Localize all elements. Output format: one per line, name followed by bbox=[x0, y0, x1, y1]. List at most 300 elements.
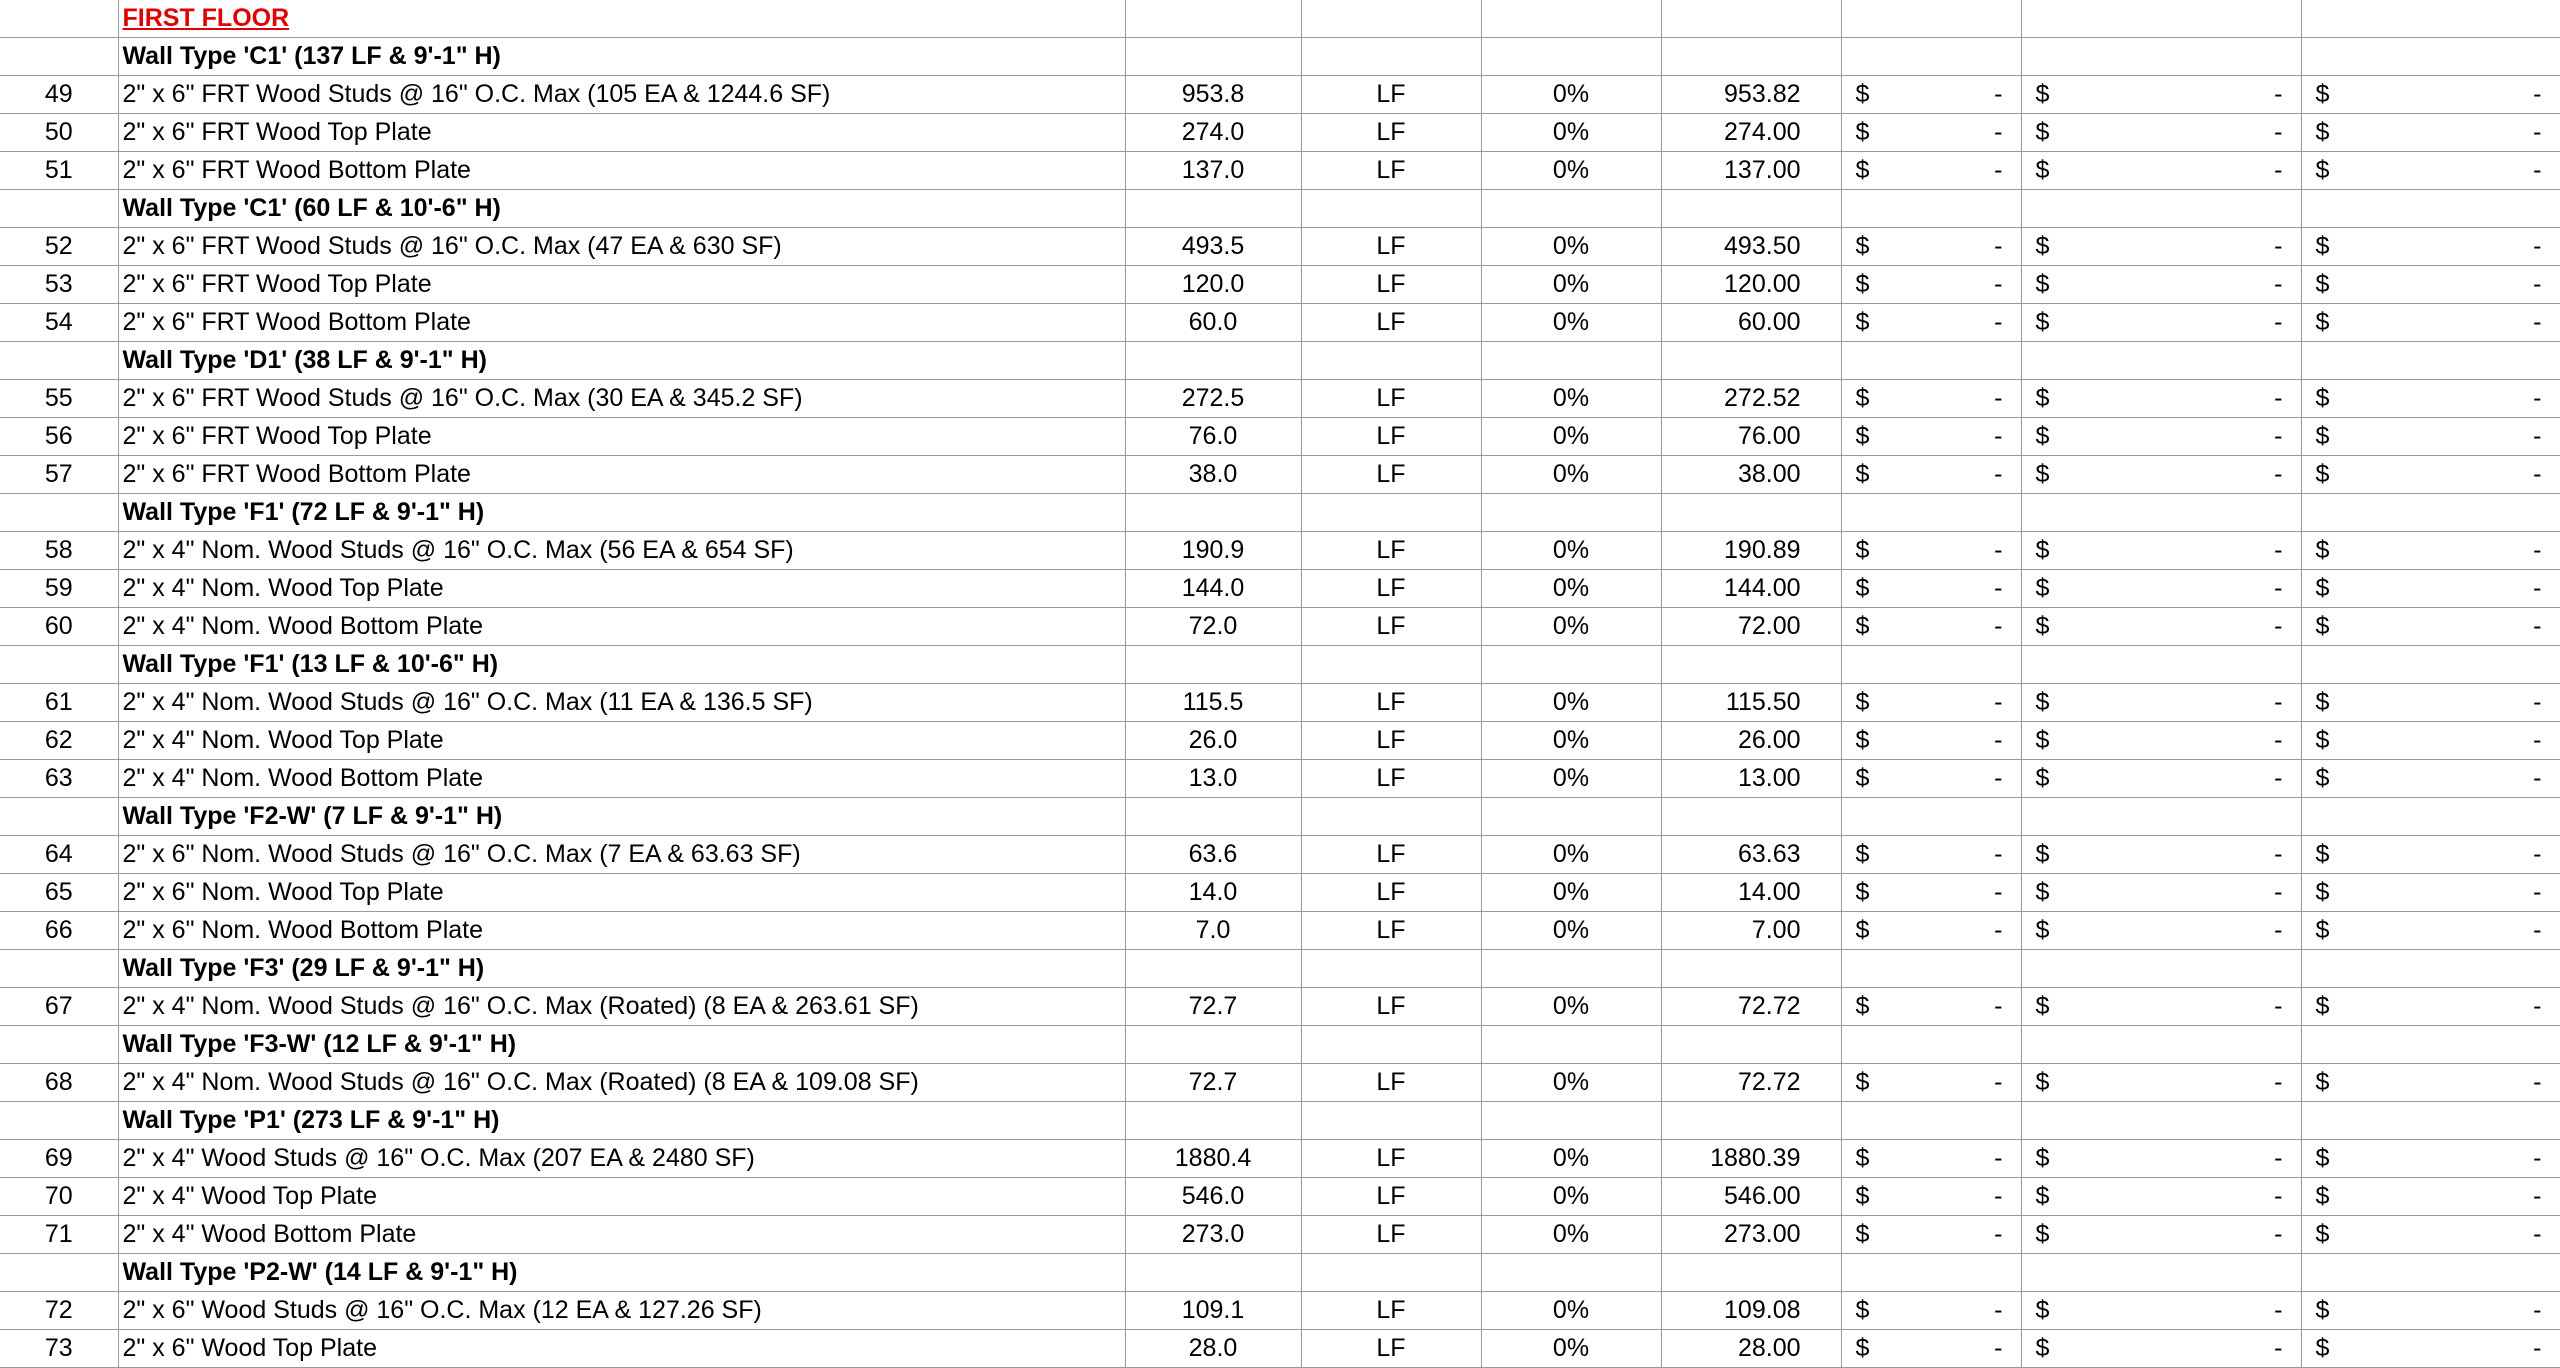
description-cell[interactable]: 2" x 6" FRT Wood Bottom Plate bbox=[118, 456, 1125, 494]
cost-cell[interactable] bbox=[1841, 532, 2021, 570]
cell[interactable] bbox=[1301, 190, 1481, 228]
cell[interactable] bbox=[118, 1026, 1125, 1064]
cost-cell[interactable] bbox=[2301, 570, 2560, 608]
cost-cell[interactable] bbox=[1841, 418, 2021, 456]
cell[interactable] bbox=[1301, 0, 1481, 38]
cell[interactable] bbox=[2021, 38, 2301, 76]
cost-cell[interactable] bbox=[2021, 304, 2301, 342]
cost-cell[interactable] bbox=[2301, 608, 2560, 646]
cell[interactable] bbox=[118, 1102, 1125, 1140]
quantity-cell[interactable]: 120.0 bbox=[1125, 266, 1301, 304]
unit-cell[interactable]: LF bbox=[1301, 988, 1481, 1026]
quantity-cell[interactable]: 72.7 bbox=[1125, 1064, 1301, 1102]
cost-cell[interactable] bbox=[2301, 1140, 2560, 1178]
cost-cell[interactable] bbox=[1841, 874, 2021, 912]
unit-cell[interactable]: LF bbox=[1301, 1140, 1481, 1178]
quantity-cell[interactable]: 493.5 bbox=[1125, 228, 1301, 266]
cost-cell[interactable] bbox=[2301, 912, 2560, 950]
cost-cell[interactable] bbox=[2301, 1330, 2560, 1368]
description-cell[interactable]: 2" x 6" FRT Wood Studs @ 16" O.C. Max (30 EA & 345.2 SF) bbox=[118, 380, 1125, 418]
cell[interactable] bbox=[1841, 950, 2021, 988]
cost-cell[interactable] bbox=[2301, 456, 2560, 494]
cost-cell[interactable] bbox=[1841, 152, 2021, 190]
quantity-cell[interactable]: 115.5 bbox=[1125, 684, 1301, 722]
cost-cell[interactable] bbox=[1841, 1292, 2021, 1330]
cell[interactable] bbox=[1301, 1254, 1481, 1292]
cell[interactable] bbox=[1481, 494, 1661, 532]
cost-cell[interactable] bbox=[2301, 1216, 2560, 1254]
description-cell[interactable]: 2" x 6" Wood Studs @ 16" O.C. Max (12 EA & 127.26 SF) bbox=[118, 1292, 1125, 1330]
cell[interactable] bbox=[1125, 494, 1301, 532]
unit-cell[interactable]: LF bbox=[1301, 1064, 1481, 1102]
line-number-cell[interactable]: 60 bbox=[0, 608, 118, 646]
line-number-cell[interactable]: 53 bbox=[0, 266, 118, 304]
cell[interactable] bbox=[2021, 342, 2301, 380]
waste-percent-cell[interactable]: 0% bbox=[1481, 532, 1661, 570]
cell[interactable] bbox=[2021, 646, 2301, 684]
description-cell[interactable]: 2" x 6" FRT Wood Top Plate bbox=[118, 114, 1125, 152]
cell[interactable] bbox=[1661, 1102, 1841, 1140]
cell[interactable] bbox=[0, 950, 118, 988]
cell[interactable] bbox=[0, 1026, 118, 1064]
cell[interactable] bbox=[118, 646, 1125, 684]
line-number-cell[interactable]: 59 bbox=[0, 570, 118, 608]
waste-percent-cell[interactable]: 0% bbox=[1481, 114, 1661, 152]
cell[interactable] bbox=[1125, 950, 1301, 988]
cell[interactable] bbox=[1481, 1026, 1661, 1064]
unit-cell[interactable]: LF bbox=[1301, 266, 1481, 304]
cost-cell[interactable] bbox=[2021, 228, 2301, 266]
description-cell[interactable]: 2" x 6" FRT Wood Studs @ 16" O.C. Max (47 EA & 630 SF) bbox=[118, 228, 1125, 266]
cell[interactable] bbox=[1841, 1102, 2021, 1140]
total-quantity-cell[interactable]: 273.00 bbox=[1661, 1216, 1841, 1254]
unit-cell[interactable]: LF bbox=[1301, 722, 1481, 760]
cell[interactable] bbox=[118, 0, 1125, 38]
cell[interactable] bbox=[0, 494, 118, 532]
cell[interactable] bbox=[1841, 1026, 2021, 1064]
cost-cell[interactable] bbox=[2021, 1140, 2301, 1178]
waste-percent-cell[interactable]: 0% bbox=[1481, 570, 1661, 608]
cost-cell[interactable] bbox=[2301, 152, 2560, 190]
cost-cell[interactable] bbox=[2021, 1330, 2301, 1368]
cell[interactable] bbox=[2301, 1026, 2560, 1064]
cost-cell[interactable] bbox=[2301, 722, 2560, 760]
cost-cell[interactable] bbox=[2301, 760, 2560, 798]
cost-cell[interactable] bbox=[1841, 760, 2021, 798]
cell[interactable] bbox=[2021, 494, 2301, 532]
cost-cell[interactable] bbox=[2301, 1178, 2560, 1216]
cost-cell[interactable] bbox=[1841, 304, 2021, 342]
line-number-cell[interactable]: 50 bbox=[0, 114, 118, 152]
cost-cell[interactable] bbox=[2021, 684, 2301, 722]
cell[interactable] bbox=[1661, 190, 1841, 228]
cell[interactable] bbox=[2301, 190, 2560, 228]
cell[interactable] bbox=[118, 950, 1125, 988]
cell[interactable] bbox=[1301, 38, 1481, 76]
description-cell[interactable]: 2" x 4" Nom. Wood Top Plate bbox=[118, 722, 1125, 760]
cost-cell[interactable] bbox=[2021, 380, 2301, 418]
waste-percent-cell[interactable]: 0% bbox=[1481, 874, 1661, 912]
quantity-cell[interactable]: 60.0 bbox=[1125, 304, 1301, 342]
cell[interactable] bbox=[0, 190, 118, 228]
unit-cell[interactable]: LF bbox=[1301, 684, 1481, 722]
cell[interactable] bbox=[1301, 1102, 1481, 1140]
cost-cell[interactable] bbox=[2301, 1292, 2560, 1330]
cell[interactable] bbox=[1125, 1026, 1301, 1064]
quantity-cell[interactable]: 63.6 bbox=[1125, 836, 1301, 874]
cell[interactable] bbox=[118, 494, 1125, 532]
line-number-cell[interactable]: 73 bbox=[0, 1330, 118, 1368]
quantity-cell[interactable]: 13.0 bbox=[1125, 760, 1301, 798]
total-quantity-cell[interactable]: 7.00 bbox=[1661, 912, 1841, 950]
cell[interactable] bbox=[1125, 646, 1301, 684]
waste-percent-cell[interactable]: 0% bbox=[1481, 684, 1661, 722]
description-cell[interactable]: 2" x 4" Wood Studs @ 16" O.C. Max (207 EA & 2480 SF) bbox=[118, 1140, 1125, 1178]
line-number-cell[interactable]: 52 bbox=[0, 228, 118, 266]
line-number-cell[interactable]: 55 bbox=[0, 380, 118, 418]
cost-cell[interactable] bbox=[1841, 1064, 2021, 1102]
cell[interactable] bbox=[2021, 950, 2301, 988]
description-cell[interactable]: 2" x 4" Wood Top Plate bbox=[118, 1178, 1125, 1216]
unit-cell[interactable]: LF bbox=[1301, 114, 1481, 152]
cost-cell[interactable] bbox=[2301, 114, 2560, 152]
quantity-cell[interactable]: 72.7 bbox=[1125, 988, 1301, 1026]
cost-cell[interactable] bbox=[1841, 722, 2021, 760]
total-quantity-cell[interactable]: 72.72 bbox=[1661, 988, 1841, 1026]
total-quantity-cell[interactable]: 60.00 bbox=[1661, 304, 1841, 342]
cost-cell[interactable] bbox=[2021, 1216, 2301, 1254]
cost-cell[interactable] bbox=[1841, 608, 2021, 646]
cell[interactable] bbox=[1841, 342, 2021, 380]
cell[interactable] bbox=[2021, 0, 2301, 38]
cell[interactable] bbox=[1841, 646, 2021, 684]
waste-percent-cell[interactable]: 0% bbox=[1481, 76, 1661, 114]
cost-cell[interactable] bbox=[2021, 988, 2301, 1026]
cost-cell[interactable] bbox=[1841, 912, 2021, 950]
cost-cell[interactable] bbox=[2301, 304, 2560, 342]
cell[interactable] bbox=[2301, 1102, 2560, 1140]
cost-cell[interactable] bbox=[2021, 1064, 2301, 1102]
cost-cell[interactable] bbox=[1841, 1216, 2021, 1254]
cell[interactable] bbox=[1661, 494, 1841, 532]
cost-cell[interactable] bbox=[2021, 418, 2301, 456]
cell[interactable] bbox=[1661, 1026, 1841, 1064]
line-number-cell[interactable]: 67 bbox=[0, 988, 118, 1026]
line-number-cell[interactable]: 66 bbox=[0, 912, 118, 950]
cell[interactable] bbox=[2301, 950, 2560, 988]
unit-cell[interactable]: LF bbox=[1301, 532, 1481, 570]
cell[interactable] bbox=[1481, 190, 1661, 228]
cost-cell[interactable] bbox=[2021, 1178, 2301, 1216]
cost-cell[interactable] bbox=[1841, 836, 2021, 874]
total-quantity-cell[interactable]: 72.72 bbox=[1661, 1064, 1841, 1102]
line-number-cell[interactable]: 71 bbox=[0, 1216, 118, 1254]
cell[interactable] bbox=[1841, 798, 2021, 836]
cost-cell[interactable] bbox=[2301, 532, 2560, 570]
quantity-cell[interactable]: 76.0 bbox=[1125, 418, 1301, 456]
quantity-cell[interactable]: 38.0 bbox=[1125, 456, 1301, 494]
waste-percent-cell[interactable]: 0% bbox=[1481, 456, 1661, 494]
description-cell[interactable]: 2" x 4" Wood Bottom Plate bbox=[118, 1216, 1125, 1254]
cost-cell[interactable] bbox=[2021, 836, 2301, 874]
cell[interactable] bbox=[1481, 1102, 1661, 1140]
cell[interactable] bbox=[1301, 494, 1481, 532]
cell[interactable] bbox=[1481, 1254, 1661, 1292]
cost-cell[interactable] bbox=[1841, 380, 2021, 418]
cell[interactable] bbox=[1125, 38, 1301, 76]
cell[interactable] bbox=[1481, 646, 1661, 684]
total-quantity-cell[interactable]: 38.00 bbox=[1661, 456, 1841, 494]
waste-percent-cell[interactable]: 0% bbox=[1481, 988, 1661, 1026]
cost-cell[interactable] bbox=[2021, 266, 2301, 304]
total-quantity-cell[interactable]: 120.00 bbox=[1661, 266, 1841, 304]
quantity-cell[interactable]: 137.0 bbox=[1125, 152, 1301, 190]
cost-cell[interactable] bbox=[1841, 266, 2021, 304]
quantity-cell[interactable]: 26.0 bbox=[1125, 722, 1301, 760]
cell[interactable] bbox=[1661, 646, 1841, 684]
cost-cell[interactable] bbox=[2021, 1292, 2301, 1330]
unit-cell[interactable]: LF bbox=[1301, 380, 1481, 418]
cell[interactable] bbox=[1301, 646, 1481, 684]
line-number-cell[interactable]: 65 bbox=[0, 874, 118, 912]
total-quantity-cell[interactable]: 953.82 bbox=[1661, 76, 1841, 114]
cell[interactable] bbox=[1481, 950, 1661, 988]
cost-cell[interactable] bbox=[2301, 836, 2560, 874]
unit-cell[interactable]: LF bbox=[1301, 836, 1481, 874]
cost-cell[interactable] bbox=[2021, 760, 2301, 798]
total-quantity-cell[interactable]: 546.00 bbox=[1661, 1178, 1841, 1216]
cell[interactable] bbox=[1481, 38, 1661, 76]
cost-cell[interactable] bbox=[2021, 532, 2301, 570]
cell[interactable] bbox=[1661, 950, 1841, 988]
cost-cell[interactable] bbox=[2301, 874, 2560, 912]
cell[interactable] bbox=[1125, 1102, 1301, 1140]
cost-cell[interactable] bbox=[2021, 76, 2301, 114]
waste-percent-cell[interactable]: 0% bbox=[1481, 380, 1661, 418]
cost-cell[interactable] bbox=[2021, 570, 2301, 608]
total-quantity-cell[interactable]: 13.00 bbox=[1661, 760, 1841, 798]
cost-cell[interactable] bbox=[2021, 722, 2301, 760]
quantity-cell[interactable]: 953.8 bbox=[1125, 76, 1301, 114]
total-quantity-cell[interactable]: 76.00 bbox=[1661, 418, 1841, 456]
cell[interactable] bbox=[1661, 1254, 1841, 1292]
unit-cell[interactable]: LF bbox=[1301, 456, 1481, 494]
cell[interactable] bbox=[0, 0, 118, 38]
cell[interactable] bbox=[1481, 0, 1661, 38]
waste-percent-cell[interactable]: 0% bbox=[1481, 228, 1661, 266]
unit-cell[interactable]: LF bbox=[1301, 1216, 1481, 1254]
cost-cell[interactable] bbox=[2301, 76, 2560, 114]
quantity-cell[interactable]: 72.0 bbox=[1125, 608, 1301, 646]
cell[interactable] bbox=[1125, 342, 1301, 380]
cell[interactable] bbox=[118, 38, 1125, 76]
line-number-cell[interactable]: 69 bbox=[0, 1140, 118, 1178]
cost-cell[interactable] bbox=[1841, 76, 2021, 114]
total-quantity-cell[interactable]: 63.63 bbox=[1661, 836, 1841, 874]
cell[interactable] bbox=[1125, 0, 1301, 38]
cost-cell[interactable] bbox=[1841, 988, 2021, 1026]
waste-percent-cell[interactable]: 0% bbox=[1481, 1292, 1661, 1330]
cell[interactable] bbox=[2301, 38, 2560, 76]
cell[interactable] bbox=[2021, 798, 2301, 836]
total-quantity-cell[interactable]: 137.00 bbox=[1661, 152, 1841, 190]
unit-cell[interactable]: LF bbox=[1301, 152, 1481, 190]
waste-percent-cell[interactable]: 0% bbox=[1481, 836, 1661, 874]
cell[interactable] bbox=[1661, 0, 1841, 38]
cost-cell[interactable] bbox=[2301, 418, 2560, 456]
line-number-cell[interactable]: 57 bbox=[0, 456, 118, 494]
total-quantity-cell[interactable]: 28.00 bbox=[1661, 1330, 1841, 1368]
waste-percent-cell[interactable]: 0% bbox=[1481, 722, 1661, 760]
cell[interactable] bbox=[0, 646, 118, 684]
cell[interactable] bbox=[2301, 646, 2560, 684]
cell[interactable] bbox=[1661, 38, 1841, 76]
cell[interactable] bbox=[118, 798, 1125, 836]
waste-percent-cell[interactable]: 0% bbox=[1481, 152, 1661, 190]
cost-cell[interactable] bbox=[1841, 570, 2021, 608]
waste-percent-cell[interactable]: 0% bbox=[1481, 1216, 1661, 1254]
description-cell[interactable]: 2" x 6" FRT Wood Top Plate bbox=[118, 266, 1125, 304]
cell[interactable] bbox=[2021, 1102, 2301, 1140]
cell[interactable] bbox=[1841, 38, 2021, 76]
cell[interactable] bbox=[1481, 342, 1661, 380]
cell[interactable] bbox=[1125, 1254, 1301, 1292]
quantity-cell[interactable]: 1880.4 bbox=[1125, 1140, 1301, 1178]
cell[interactable] bbox=[2301, 1254, 2560, 1292]
unit-cell[interactable]: LF bbox=[1301, 418, 1481, 456]
description-cell[interactable]: 2" x 4" Nom. Wood Bottom Plate bbox=[118, 760, 1125, 798]
unit-cell[interactable]: LF bbox=[1301, 76, 1481, 114]
total-quantity-cell[interactable]: 274.00 bbox=[1661, 114, 1841, 152]
cell[interactable] bbox=[1841, 1254, 2021, 1292]
description-cell[interactable]: 2" x 4" Nom. Wood Studs @ 16" O.C. Max (56 EA & 654 SF) bbox=[118, 532, 1125, 570]
cell[interactable] bbox=[1661, 798, 1841, 836]
cell[interactable] bbox=[1661, 342, 1841, 380]
line-number-cell[interactable]: 64 bbox=[0, 836, 118, 874]
total-quantity-cell[interactable]: 115.50 bbox=[1661, 684, 1841, 722]
waste-percent-cell[interactable]: 0% bbox=[1481, 304, 1661, 342]
cell[interactable] bbox=[2301, 0, 2560, 38]
quantity-cell[interactable]: 28.0 bbox=[1125, 1330, 1301, 1368]
description-cell[interactable]: 2" x 6" FRT Wood Bottom Plate bbox=[118, 152, 1125, 190]
cost-cell[interactable] bbox=[1841, 114, 2021, 152]
unit-cell[interactable]: LF bbox=[1301, 608, 1481, 646]
total-quantity-cell[interactable]: 14.00 bbox=[1661, 874, 1841, 912]
description-cell[interactable]: 2" x 4" Nom. Wood Bottom Plate bbox=[118, 608, 1125, 646]
quantity-cell[interactable]: 14.0 bbox=[1125, 874, 1301, 912]
cell[interactable] bbox=[2301, 798, 2560, 836]
cell[interactable] bbox=[2021, 190, 2301, 228]
line-number-cell[interactable]: 56 bbox=[0, 418, 118, 456]
waste-percent-cell[interactable]: 0% bbox=[1481, 1330, 1661, 1368]
quantity-cell[interactable]: 109.1 bbox=[1125, 1292, 1301, 1330]
cell[interactable] bbox=[0, 1102, 118, 1140]
unit-cell[interactable]: LF bbox=[1301, 760, 1481, 798]
cost-cell[interactable] bbox=[2021, 912, 2301, 950]
line-number-cell[interactable]: 51 bbox=[0, 152, 118, 190]
total-quantity-cell[interactable]: 1880.39 bbox=[1661, 1140, 1841, 1178]
waste-percent-cell[interactable]: 0% bbox=[1481, 912, 1661, 950]
cell[interactable] bbox=[118, 342, 1125, 380]
total-quantity-cell[interactable]: 190.89 bbox=[1661, 532, 1841, 570]
unit-cell[interactable]: LF bbox=[1301, 1292, 1481, 1330]
cost-cell[interactable] bbox=[2021, 874, 2301, 912]
waste-percent-cell[interactable]: 0% bbox=[1481, 1064, 1661, 1102]
total-quantity-cell[interactable]: 72.00 bbox=[1661, 608, 1841, 646]
line-number-cell[interactable]: 49 bbox=[0, 76, 118, 114]
cell[interactable] bbox=[1841, 494, 2021, 532]
line-number-cell[interactable]: 54 bbox=[0, 304, 118, 342]
description-cell[interactable]: 2" x 4" Nom. Wood Studs @ 16" O.C. Max (Roated) (8 EA & 263.61 SF) bbox=[118, 988, 1125, 1026]
cost-cell[interactable] bbox=[2301, 988, 2560, 1026]
waste-percent-cell[interactable]: 0% bbox=[1481, 418, 1661, 456]
quantity-cell[interactable]: 190.9 bbox=[1125, 532, 1301, 570]
line-number-cell[interactable]: 70 bbox=[0, 1178, 118, 1216]
quantity-cell[interactable]: 272.5 bbox=[1125, 380, 1301, 418]
waste-percent-cell[interactable]: 0% bbox=[1481, 1178, 1661, 1216]
unit-cell[interactable]: LF bbox=[1301, 228, 1481, 266]
line-number-cell[interactable]: 61 bbox=[0, 684, 118, 722]
cost-cell[interactable] bbox=[1841, 1140, 2021, 1178]
quantity-cell[interactable]: 273.0 bbox=[1125, 1216, 1301, 1254]
quantity-cell[interactable]: 546.0 bbox=[1125, 1178, 1301, 1216]
cell[interactable] bbox=[1125, 190, 1301, 228]
cell[interactable] bbox=[0, 798, 118, 836]
description-cell[interactable]: 2" x 6" FRT Wood Studs @ 16" O.C. Max (105 EA & 1244.6 SF) bbox=[118, 76, 1125, 114]
cost-cell[interactable] bbox=[2301, 266, 2560, 304]
quantity-cell[interactable]: 144.0 bbox=[1125, 570, 1301, 608]
total-quantity-cell[interactable]: 272.52 bbox=[1661, 380, 1841, 418]
description-cell[interactable]: 2" x 4" Nom. Wood Studs @ 16" O.C. Max (Roated) (8 EA & 109.08 SF) bbox=[118, 1064, 1125, 1102]
cost-cell[interactable] bbox=[1841, 1330, 2021, 1368]
cell[interactable] bbox=[0, 1254, 118, 1292]
line-number-cell[interactable]: 72 bbox=[0, 1292, 118, 1330]
cell[interactable] bbox=[1841, 0, 2021, 38]
cell[interactable] bbox=[1301, 1026, 1481, 1064]
quantity-cell[interactable]: 274.0 bbox=[1125, 114, 1301, 152]
total-quantity-cell[interactable]: 109.08 bbox=[1661, 1292, 1841, 1330]
cell[interactable] bbox=[1301, 950, 1481, 988]
waste-percent-cell[interactable]: 0% bbox=[1481, 760, 1661, 798]
cost-cell[interactable] bbox=[2021, 114, 2301, 152]
cell[interactable] bbox=[1481, 798, 1661, 836]
cell[interactable] bbox=[1125, 798, 1301, 836]
cost-cell[interactable] bbox=[2301, 228, 2560, 266]
cost-cell[interactable] bbox=[1841, 228, 2021, 266]
unit-cell[interactable]: LF bbox=[1301, 1330, 1481, 1368]
cell[interactable] bbox=[2301, 494, 2560, 532]
total-quantity-cell[interactable]: 493.50 bbox=[1661, 228, 1841, 266]
cell[interactable] bbox=[2021, 1026, 2301, 1064]
cell[interactable] bbox=[2021, 1254, 2301, 1292]
waste-percent-cell[interactable]: 0% bbox=[1481, 266, 1661, 304]
description-cell[interactable]: 2" x 6" Wood Top Plate bbox=[118, 1330, 1125, 1368]
cost-cell[interactable] bbox=[2021, 456, 2301, 494]
cell[interactable] bbox=[1301, 798, 1481, 836]
cell[interactable] bbox=[118, 1254, 1125, 1292]
description-cell[interactable]: 2" x 6" Nom. Wood Studs @ 16" O.C. Max (7 EA & 63.63 SF) bbox=[118, 836, 1125, 874]
line-number-cell[interactable]: 62 bbox=[0, 722, 118, 760]
quantity-cell[interactable]: 7.0 bbox=[1125, 912, 1301, 950]
cell[interactable] bbox=[0, 342, 118, 380]
total-quantity-cell[interactable]: 26.00 bbox=[1661, 722, 1841, 760]
unit-cell[interactable]: LF bbox=[1301, 874, 1481, 912]
total-quantity-cell[interactable]: 144.00 bbox=[1661, 570, 1841, 608]
cell[interactable] bbox=[2301, 342, 2560, 380]
description-cell[interactable]: 2" x 4" Nom. Wood Studs @ 16" O.C. Max (11 EA & 136.5 SF) bbox=[118, 684, 1125, 722]
cost-cell[interactable] bbox=[2021, 152, 2301, 190]
cell[interactable] bbox=[118, 190, 1125, 228]
